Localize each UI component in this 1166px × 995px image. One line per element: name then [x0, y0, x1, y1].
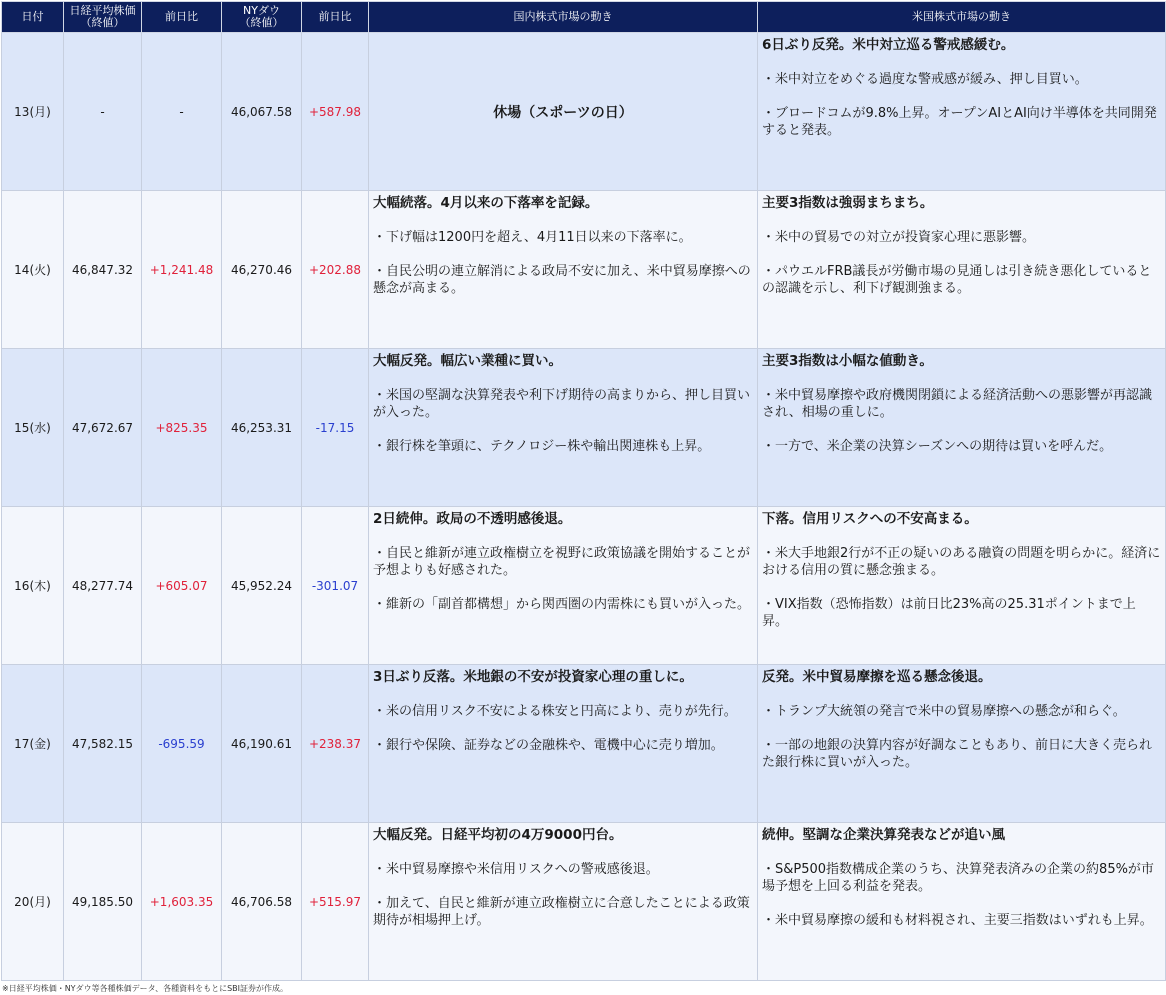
- domestic-point: ・銀行や保険、証券などの金融株や、電機中心に売り増加。: [373, 738, 724, 753]
- header-dow-change: 前日比: [302, 2, 369, 33]
- us-point: ・一部の地銀の決算内容が好調なこともあり、前日に大きく売られた銀行株に買いが入った。: [762, 738, 1153, 770]
- domestic-headline: 大幅続落。4月以来の下落率を記録。: [373, 195, 599, 211]
- us-comment: [758, 191, 1166, 349]
- domestic-point: ・米国の堅調な決算発表や利下げ期待の高まりから、押し目買いが入った。: [373, 388, 751, 420]
- nikkei-change: +1,241.48: [142, 191, 222, 349]
- nikkei-close: 49,185.50: [64, 823, 142, 981]
- us-point: ・米中貿易摩擦や政府機関閉鎖による経済活動への悪影響が再認識され、相場の重しに。: [762, 388, 1153, 420]
- nikkei-close: 47,582.15: [64, 665, 142, 823]
- header-domestic: 国内株式市場の動き: [369, 2, 758, 33]
- domestic-point: ・下げ幅は1200円を超え、4月11日以来の下落率に。: [373, 230, 692, 245]
- dow-close: 45,952.24: [222, 507, 302, 665]
- us-point: ・パウエルFRB議長が労働市場の見通しは引き続き悪化しているとの認識を示し、利下げ観測強まる。: [762, 264, 1152, 296]
- domestic-point: ・自民公明の連立解消による政局不安に加え、米中貿易摩擦への懸念が高まる。: [373, 264, 751, 296]
- date-cell: 17(金): [2, 665, 64, 823]
- domestic-point: ・米中貿易摩擦や米信用リスクへの警戒感後退。: [373, 862, 659, 877]
- dow-change: +238.37: [302, 665, 369, 823]
- us-headline: 6日ぶり反発。米中対立巡る警戒感緩む。: [762, 37, 1015, 53]
- us-headline: 反発。米中貿易摩擦を巡る懸念後退。: [762, 669, 992, 685]
- us-comment: [758, 507, 1166, 665]
- us-comment: [758, 823, 1166, 981]
- source-footnote: ※日経平均株価・NYダウ等各種株価データ、各種資料をもとにSBI証券が作成。: [2, 984, 289, 993]
- dow-close: 46,253.31: [222, 349, 302, 507]
- nikkei-change: +1,603.35: [142, 823, 222, 981]
- domestic-comment: [369, 507, 758, 665]
- header-nikkei-line1: 日経平均株価: [69, 4, 136, 17]
- nikkei-close: 46,847.32: [64, 191, 142, 349]
- header-dow-line2: （終値）: [239, 16, 284, 29]
- dow-change: -301.07: [302, 507, 369, 665]
- us-point: ・米大手地銀2行が不正の疑いのある融資の問題を明らかに。経済における信用の質に懸念強まる。: [762, 546, 1161, 578]
- dow-close: 46,706.58: [222, 823, 302, 981]
- us-point: ・ブロードコムが9.8%上昇。オープンAIとAI向け半導体を共同開発すると発表。: [762, 106, 1157, 138]
- date-cell: 16(木): [2, 507, 64, 665]
- domestic-comment: [369, 349, 758, 507]
- us-headline: 続伸。堅調な企業決算発表などが追い風: [762, 827, 1005, 843]
- domestic-point: ・自民と維新が連立政権樹立を視野に政策協議を開始することが予想よりも好感された。: [373, 546, 751, 578]
- us-comment: [758, 33, 1166, 191]
- domestic-point: ・米の信用リスク不安による株安と円高により、売りが先行。: [373, 704, 737, 719]
- us-point: ・S&P500指数構成企業のうち、決算発表済みの企業の約85%が市場予想を上回る利益を発表。: [762, 862, 1154, 894]
- us-point: ・一方で、米企業の決算シーズンへの期待は買いを呼んだ。: [762, 439, 1113, 454]
- domestic-point: ・銀行株を筆頭に、テクノロジー株や輸出関連株も上昇。: [373, 439, 711, 454]
- header-nikkei-line2: （終値）: [80, 16, 125, 29]
- dow-change: +587.98: [302, 33, 369, 191]
- us-point: ・米中の貿易での対立が投資家心理に悪影響。: [762, 230, 1036, 245]
- table-row: [2, 665, 1166, 823]
- nikkei-change: +825.35: [142, 349, 222, 507]
- nikkei-close: 48,277.74: [64, 507, 142, 665]
- us-comment: [758, 349, 1166, 507]
- header-nikkei-change: 前日比: [142, 2, 222, 33]
- table-row: [2, 33, 1166, 191]
- us-headline: 主要3指数は小幅な値動き。: [762, 353, 933, 369]
- us-point: ・トランプ大統領の発言で米中の貿易摩擦への懸念が和らぐ。: [762, 704, 1126, 719]
- nikkei-close: -: [64, 33, 142, 191]
- dow-change: +202.88: [302, 191, 369, 349]
- date-cell: 14(火): [2, 191, 64, 349]
- dow-close: 46,270.46: [222, 191, 302, 349]
- dow-close: 46,190.61: [222, 665, 302, 823]
- header-dow: [222, 2, 302, 33]
- header-dow-line1: NYダウ: [243, 4, 280, 17]
- header-nikkei: [64, 2, 142, 33]
- table-row: [2, 507, 1166, 665]
- domestic-point: ・加えて、自民と維新が連立政権樹立に合意したことによる政策期待が相場押上げ。: [373, 896, 750, 928]
- domestic-headline: 2日続伸。政局の不透明感後退。: [373, 511, 572, 527]
- date-cell: 15(水): [2, 349, 64, 507]
- table-row: [2, 823, 1166, 981]
- domestic-comment: [369, 191, 758, 349]
- us-point: ・米中貿易摩擦の緩和も材料視され、主要三指数はいずれも上昇。: [762, 913, 1153, 928]
- date-cell: 20(月): [2, 823, 64, 981]
- us-headline: 主要3指数は強弱まちまち。: [762, 195, 934, 211]
- nikkei-change: +605.07: [142, 507, 222, 665]
- dow-close: 46,067.58: [222, 33, 302, 191]
- dow-change: -17.15: [302, 349, 369, 507]
- table-row: [2, 349, 1166, 507]
- domestic-closed-note: 休場（スポーツの日）: [369, 33, 758, 191]
- us-comment: [758, 665, 1166, 823]
- market-table: [1, 1, 1166, 981]
- domestic-comment: [369, 823, 758, 981]
- date-cell: 13(月): [2, 33, 64, 191]
- us-point: ・VIX指数（恐怖指数）は前日比23%高の25.31ポイントまで上昇。: [762, 597, 1136, 629]
- nikkei-change: -: [142, 33, 222, 191]
- dow-change: +515.97: [302, 823, 369, 981]
- domestic-comment: [369, 665, 758, 823]
- domestic-headline: 3日ぶり反落。米地銀の不安が投資家心理の重しに。: [373, 669, 693, 685]
- nikkei-close: 47,672.67: [64, 349, 142, 507]
- nikkei-change: -695.59: [142, 665, 222, 823]
- header-date: 日付: [2, 2, 64, 33]
- domestic-headline: 大幅反発。幅広い業種に買い。: [373, 353, 562, 369]
- header-row: [2, 2, 1166, 33]
- domestic-point: ・維新の「副首都構想」から関西圏の内需株にも買いが入った。: [373, 597, 751, 612]
- header-us: 米国株式市場の動き: [758, 2, 1166, 33]
- table-row: [2, 191, 1166, 349]
- domestic-headline: 大幅反発。日経平均初の4万9000円台。: [373, 827, 623, 843]
- us-point: ・米中対立をめぐる過度な警戒感が緩み、押し目買い。: [762, 72, 1088, 87]
- us-headline: 下落。信用リスクへの不安高まる。: [762, 511, 978, 527]
